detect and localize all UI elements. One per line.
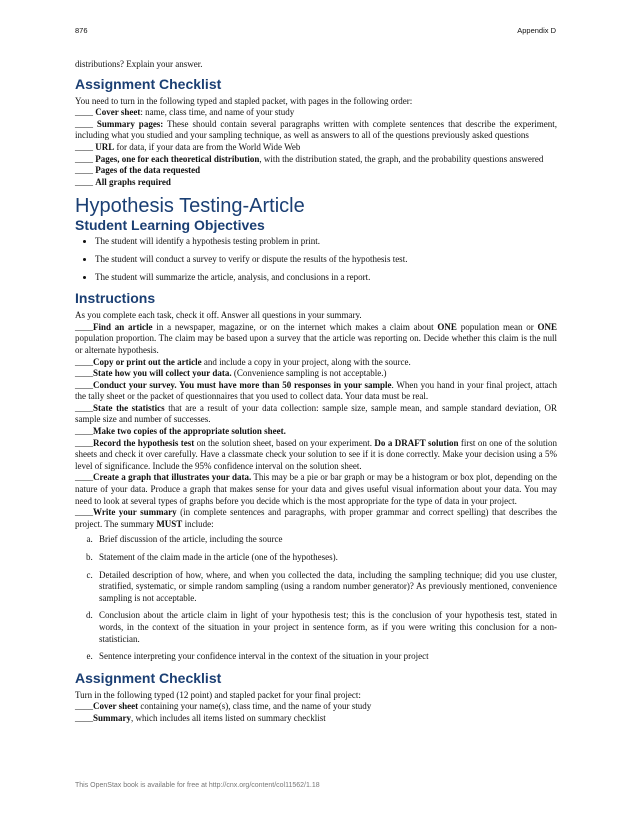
checkbox-blank: ____	[75, 368, 93, 379]
checkbox-blank: ____	[75, 507, 93, 518]
checkbox-blank: ____	[75, 379, 93, 390]
instruction-task	[75, 507, 557, 530]
task-bold-text: Record the hypothesis test	[93, 437, 195, 448]
checklist-item-text: , which includes all items listed on summary checklist	[131, 712, 326, 723]
checklist-item-title: Cover sheet	[95, 107, 141, 118]
checkbox-blank: ____	[75, 402, 93, 413]
checklist-item	[75, 177, 557, 189]
task-bold-text: Conduct your survey. You must have more than 50 responses in your sample	[93, 379, 392, 390]
checkbox-blank: ____	[75, 321, 93, 332]
checklist-item	[75, 107, 557, 119]
instruction-task	[75, 322, 557, 357]
task-bold-text: Create a graph that illustrates your data.	[93, 472, 252, 483]
checklist-heading: Assignment Checklist	[75, 75, 222, 92]
checklist-items	[75, 107, 557, 188]
checkbox-blank: ____	[75, 118, 97, 129]
checkbox-blank: ____	[75, 153, 96, 164]
task-bold-text: ONE	[437, 321, 457, 332]
task-text: that are a result of your data collection: sample size, sample mean, and sample standard deviation, OR sample size and number of successes.	[75, 402, 557, 425]
checklist-item-text: : name, class time, and name of your study	[140, 107, 295, 118]
task-text: include:	[182, 518, 214, 529]
task-bold-text: Make two copies of the appropriate solution sheet.	[93, 426, 286, 437]
intro-fragment: distributions? Explain your answer.	[75, 59, 203, 69]
instruction-task	[75, 368, 557, 380]
summary-requirement: a. Brief discussion of the article, including the source	[95, 534, 557, 546]
task-text: (Convenience sampling is not acceptable.)	[231, 368, 387, 379]
task-bold-text: MUST	[156, 518, 183, 529]
checklist-item-text: These should contain several paragraphs written with complete sentences that describe the experiment, including what you studied and your sampling technique, as well as answers to all of the questions previously asked questions	[75, 118, 557, 141]
task-bold-text: State how you will collect your data.	[93, 368, 232, 379]
checkbox-blank: ____	[75, 472, 93, 483]
checklist-item-text: containing your name(s), class time, and the name of your study	[138, 701, 372, 712]
task-bold-text: State the statistics	[93, 402, 165, 413]
checklist-item	[75, 165, 557, 177]
instruction-task	[75, 426, 557, 438]
task-text: in a newspaper, magazine, or on the internet which makes a claim about	[152, 321, 438, 332]
page-number: 876	[75, 26, 88, 35]
running-header: Appendix D	[517, 26, 556, 35]
checklist-item	[75, 154, 557, 166]
final-checklist-intro: Turn in the following typed (12 point) and stapled packet for your final project:	[75, 689, 361, 700]
checklist-item-title: Summary pages:	[96, 118, 164, 129]
task-bold-text: Copy or print out the article	[93, 356, 202, 367]
checklist-intro: You need to turn in the following typed and stapled packet, with pages in the following order:	[75, 95, 413, 106]
instructions-intro: As you complete each task, check it off. Answer all questions in your summary.	[75, 310, 362, 321]
task-bold-text: Do a DRAFT solution	[374, 437, 459, 448]
summary-requirement: e. Sentence interpreting your confidence interval in the context of the situation in your project	[95, 651, 557, 663]
page-content	[75, 59, 557, 725]
checkbox-blank: ____	[75, 176, 96, 187]
checkbox-blank: ____	[75, 701, 93, 712]
instruction-task	[75, 403, 557, 426]
checklist-item-title: URL	[95, 141, 115, 152]
instruction-task	[75, 357, 557, 369]
task-text: population proportion. The claim may be based upon a survey that the article was reporting on. Decide whether this claim is the null or alternate hypothesis.	[75, 333, 557, 355]
instructions-heading: Instructions	[75, 290, 156, 307]
summary-requirement: d. Conclusion about the article claim in light of your hypothesis test; this is the conclusion of your hypothesis test, stated in words, in the context of the situation in your project in sentence form, as if you were writing this conclusion for a non-statistician.	[95, 610, 557, 645]
task-bold-text: Write your summary	[93, 507, 177, 518]
instruction-task	[75, 438, 557, 473]
checklist-item	[75, 119, 557, 142]
checklist-item-title: All graphs required	[95, 176, 171, 187]
task-bold-text: ONE	[537, 321, 558, 332]
instruction-task	[75, 380, 557, 403]
checkbox-blank: ____	[75, 712, 93, 723]
instruction-task	[75, 472, 557, 507]
final-checklist-items	[75, 701, 557, 724]
objective-item: • The student will conduct a survey to verify or dispute the results of the hypothesis test.	[95, 254, 557, 266]
summary-requirements-list	[75, 534, 557, 662]
checklist-item-title: Summary	[93, 712, 131, 723]
task-text: This may be a pie or bar graph or may be a histogram or box plot, depending on the nature of your data. Produce a graph that makes sense for your data and gives useful visual information about your data. You may need to look at several types of graphs before you decide which is the most appropriate for the type of data in your project.	[75, 472, 557, 506]
checkbox-blank: ____	[75, 107, 96, 118]
objectives-list	[75, 236, 557, 283]
objective-item: • The student will summarize the article, analysis, and conclusions in a report.	[95, 272, 557, 284]
checkbox-blank: ____	[75, 141, 96, 152]
task-text: first on one of the solution sheets and check it over carefully. Have a classmate check your solution to see if it is done correctly. Make your decision using a 5% level of significance. Include the 95% confidence interval on the solution sheet.	[75, 437, 557, 471]
instruction-tasks	[75, 322, 557, 531]
checkbox-blank: ____	[75, 426, 93, 437]
checkbox-blank: ____	[75, 165, 96, 176]
footer-note: This OpenStax book is available for free at http://cnx.org/content/col11562/1.18	[75, 782, 320, 789]
checkbox-blank: ____	[75, 356, 93, 367]
checklist-item-title: Pages of the data requested	[95, 165, 201, 176]
task-text: . When you hand in your final project, attach the tally sheet or the packet of questionnaires that you used to collect data. Your data must be real.	[75, 379, 557, 402]
task-text: population mean or	[456, 321, 538, 332]
checklist-item-title: Pages, one for each theoretical distribution	[95, 153, 260, 164]
checklist-item-text: , with the distribution stated, the graph, and the probability questions answered	[259, 153, 544, 164]
task-text: on the solution sheet, based on your experiment.	[194, 437, 375, 448]
article-title: Hypothesis Testing-Article	[75, 195, 305, 218]
checklist-item	[75, 142, 557, 154]
checklist-item-title: Cover sheet	[93, 701, 139, 712]
checkbox-blank: ____	[75, 437, 93, 448]
checklist-item-text: for data, if your data are from the World Wide Web	[114, 141, 301, 152]
task-bold-text: Find an article	[93, 321, 153, 332]
summary-requirement: c. Detailed description of how, where, and when you collected the data, including the sampling technique; did you use cluster, stratified, systematic, or simple random sampling (using a random number generator)? As previously mentioned, convenience sampling is not acceptable.	[95, 570, 557, 605]
summary-requirement: b. Statement of the claim made in the article (one of the hypotheses).	[95, 552, 557, 564]
objective-item: • The student will identify a hypothesis testing problem in print.	[95, 236, 557, 248]
checklist-item	[75, 713, 557, 725]
checklist-item	[75, 701, 557, 713]
objectives-heading: Student Learning Objectives	[75, 217, 265, 234]
task-text: (in complete sentences and paragraphs, with proper grammar and correct spelling) that describes the project. The summary	[75, 507, 557, 529]
final-checklist-heading: Assignment Checklist	[75, 669, 222, 686]
task-text: and include a copy in your project, along with the source.	[201, 356, 411, 367]
